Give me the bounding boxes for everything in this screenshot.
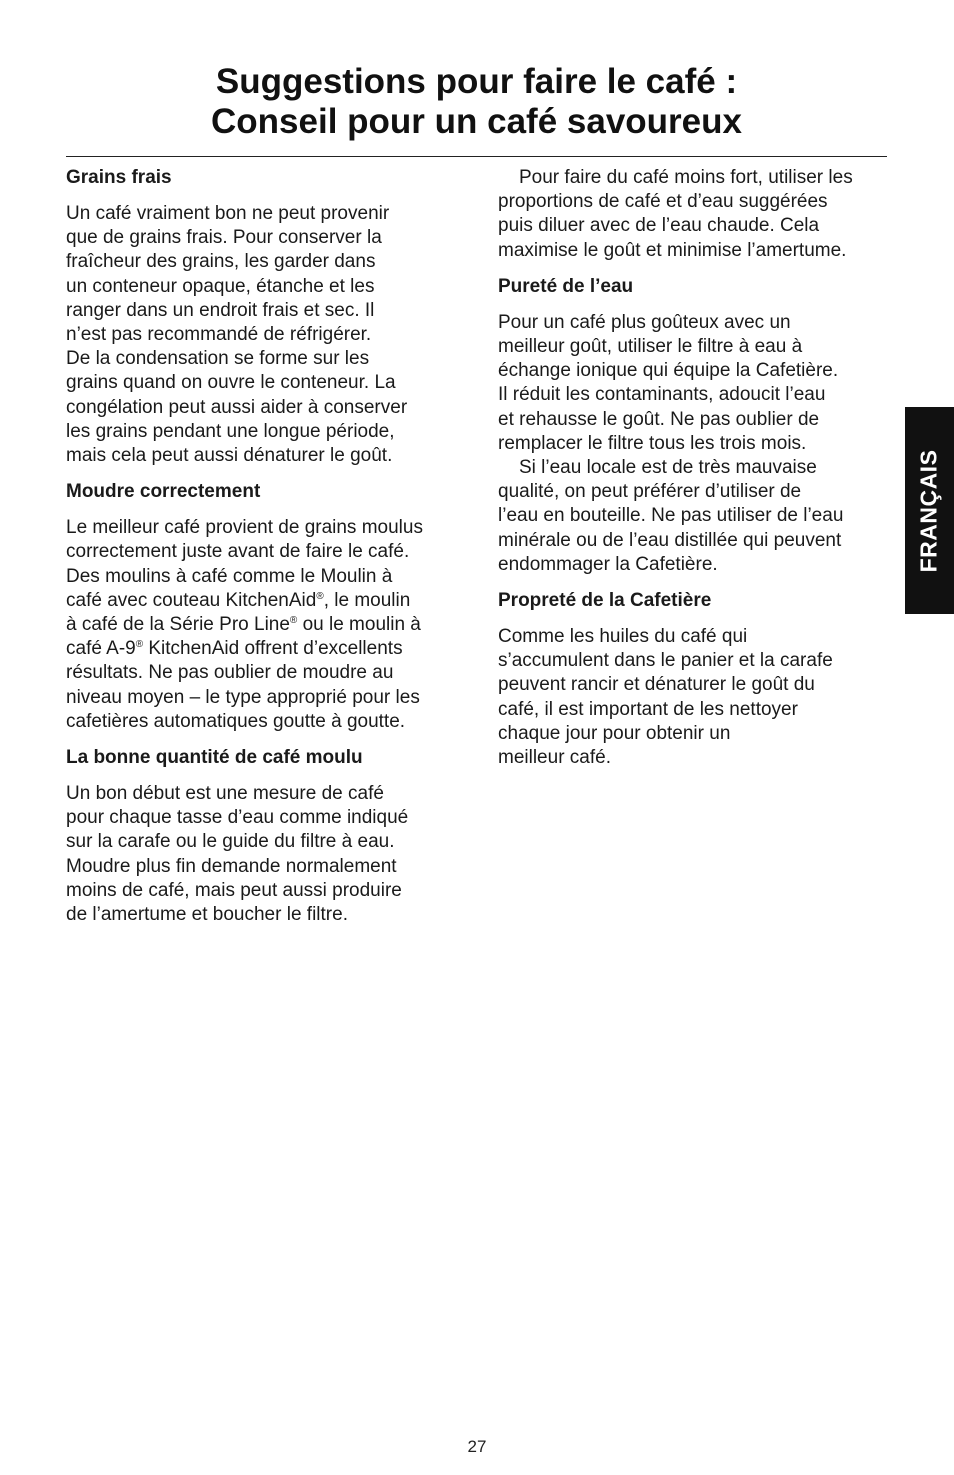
text-line: mais cela peut aussi dénaturer le goût. xyxy=(66,445,393,467)
text-line: grains quand on ouvre le conteneur. La xyxy=(66,372,396,394)
registered-mark: ® xyxy=(316,590,324,602)
text-line: niveau moyen – le type approprié pour les xyxy=(66,686,420,708)
text-line: Un bon début est une mesure de café xyxy=(66,783,384,805)
language-tab-label: FRANÇAIS xyxy=(915,449,942,573)
text-line: que de grains frais. Pour conserver la xyxy=(66,227,382,249)
text-line: remplacer le filtre tous les trois mois. xyxy=(498,432,807,454)
section-moudre-correctement xyxy=(66,480,458,734)
text-line: Comme les huiles du café qui xyxy=(498,626,748,648)
text-fragment: KitchenAid offrent d’excellents xyxy=(143,638,403,660)
text-line: de l’amertume et boucher le filtre. xyxy=(66,904,348,926)
section-paragraph xyxy=(66,516,458,734)
section-paragraph xyxy=(498,311,890,456)
language-side-tab xyxy=(905,407,954,614)
text-line: résultats. Ne pas oublier de moudre au xyxy=(66,662,394,684)
text-line: correctement juste avant de faire le café. xyxy=(66,541,410,563)
section-paragraph xyxy=(498,625,890,770)
section-heading: Moudre correctement xyxy=(66,481,261,503)
text-line: l’eau en bouteille. Ne pas utiliser de l’eau xyxy=(498,505,844,527)
text-line: moins de café, mais peut aussi produire xyxy=(66,879,402,901)
page-number: 27 xyxy=(467,1437,487,1456)
text-line: congélation peut aussi aider à conserver xyxy=(66,396,408,418)
text-line: les grains pendant une longue période, xyxy=(66,420,395,442)
text-line: Si l’eau locale est de très mauvaise xyxy=(519,457,817,479)
right-column xyxy=(498,166,890,782)
section-paragraph xyxy=(66,202,458,468)
section-heading: Grains frais xyxy=(66,167,172,188)
text-line: sur la carafe ou le guide du filtre à eau. xyxy=(66,831,395,853)
text-line: De la condensation se forme sur les xyxy=(66,348,370,370)
text-line: Un café vraiment bon ne peut provenir xyxy=(66,203,390,224)
text-line: et rehausse le goût. Ne pas oublier de xyxy=(498,408,820,430)
text-line: pour chaque tasse d’eau comme indiqué xyxy=(66,807,409,829)
text-line: endommager la Cafetière. xyxy=(498,553,718,575)
left-column xyxy=(66,166,458,939)
text-line: café, il est important de les nettoyer xyxy=(498,698,798,720)
page-title-line-2: Conseil pour un café savoureux xyxy=(211,102,742,141)
text-line: minérale ou de l’eau distillée qui peuvent xyxy=(498,529,842,551)
text-line: meilleur goût, utiliser le filtre à eau à xyxy=(498,336,803,358)
text-line: maximise le goût et minimise l’amertume. xyxy=(498,239,847,261)
text-line xyxy=(66,637,458,661)
page-title-line-1: Suggestions pour faire le café : xyxy=(215,62,738,101)
text-line: Pour faire du café moins fort, utiliser les xyxy=(519,167,853,188)
text-line xyxy=(66,613,458,637)
text-line: cafetières automatiques goutte à goutte. xyxy=(66,710,406,732)
text-line: qualité, on peut préférer d’utiliser de xyxy=(498,481,802,503)
page-title xyxy=(66,62,887,142)
title-divider xyxy=(66,156,887,157)
text-line: Pour un café plus goûteux avec un xyxy=(498,311,791,333)
text-line: Des moulins à café comme le Moulin à xyxy=(66,565,393,587)
registered-mark: ® xyxy=(289,615,298,627)
text-line: chaque jour pour obtenir un xyxy=(498,722,731,744)
section-purete-eau xyxy=(498,275,890,577)
text-line: meilleur café. xyxy=(498,747,611,769)
section-heading: La bonne quantité de café moulu xyxy=(66,747,363,769)
text-line: ranger dans un endroit frais et sec. Il xyxy=(66,299,375,321)
text-line: Moudre plus fin demande normalement xyxy=(66,855,397,877)
section-proprete-cafetiere xyxy=(498,589,890,770)
text-line: Le meilleur café provient de grains moulus xyxy=(66,517,423,539)
text-fragment: , le moulin xyxy=(323,589,411,611)
text-line xyxy=(66,589,458,613)
text-line: échange ionique qui équipe la Cafetière. xyxy=(498,360,839,382)
text-line: fraîcheur des grains, les garder dans xyxy=(66,251,376,273)
section-moins-fort xyxy=(498,166,890,263)
section-bonne-quantite xyxy=(66,746,458,927)
text-fragment: ou le moulin à xyxy=(297,614,421,636)
text-fragment: café A-9 xyxy=(66,638,136,660)
registered-mark: ® xyxy=(135,639,144,651)
section-heading: Pureté de l’eau xyxy=(498,275,634,297)
section-heading: Propreté de la Cafetière xyxy=(498,590,712,612)
text-fragment: à café de la Série Pro Line xyxy=(66,614,290,636)
section-paragraph xyxy=(498,166,890,263)
text-line: proportions de café et d’eau suggérées xyxy=(498,191,828,213)
text-line: un conteneur opaque, étanche et les xyxy=(66,275,375,297)
text-fragment: café avec couteau KitchenAid xyxy=(66,589,317,611)
section-paragraph xyxy=(66,782,458,927)
text-line: Il réduit les contaminants, adoucit l’eau xyxy=(498,384,826,406)
section-paragraph xyxy=(498,456,890,577)
section-grains-frais xyxy=(66,166,458,468)
text-line: puis diluer avec de l’eau chaude. Cela xyxy=(498,215,820,237)
text-line: s’accumulent dans le panier et la carafe xyxy=(498,650,833,672)
text-line: n’est pas recommandé de réfrigérer. xyxy=(66,324,372,346)
text-line: peuvent rancir et dénaturer le goût du xyxy=(498,674,815,696)
